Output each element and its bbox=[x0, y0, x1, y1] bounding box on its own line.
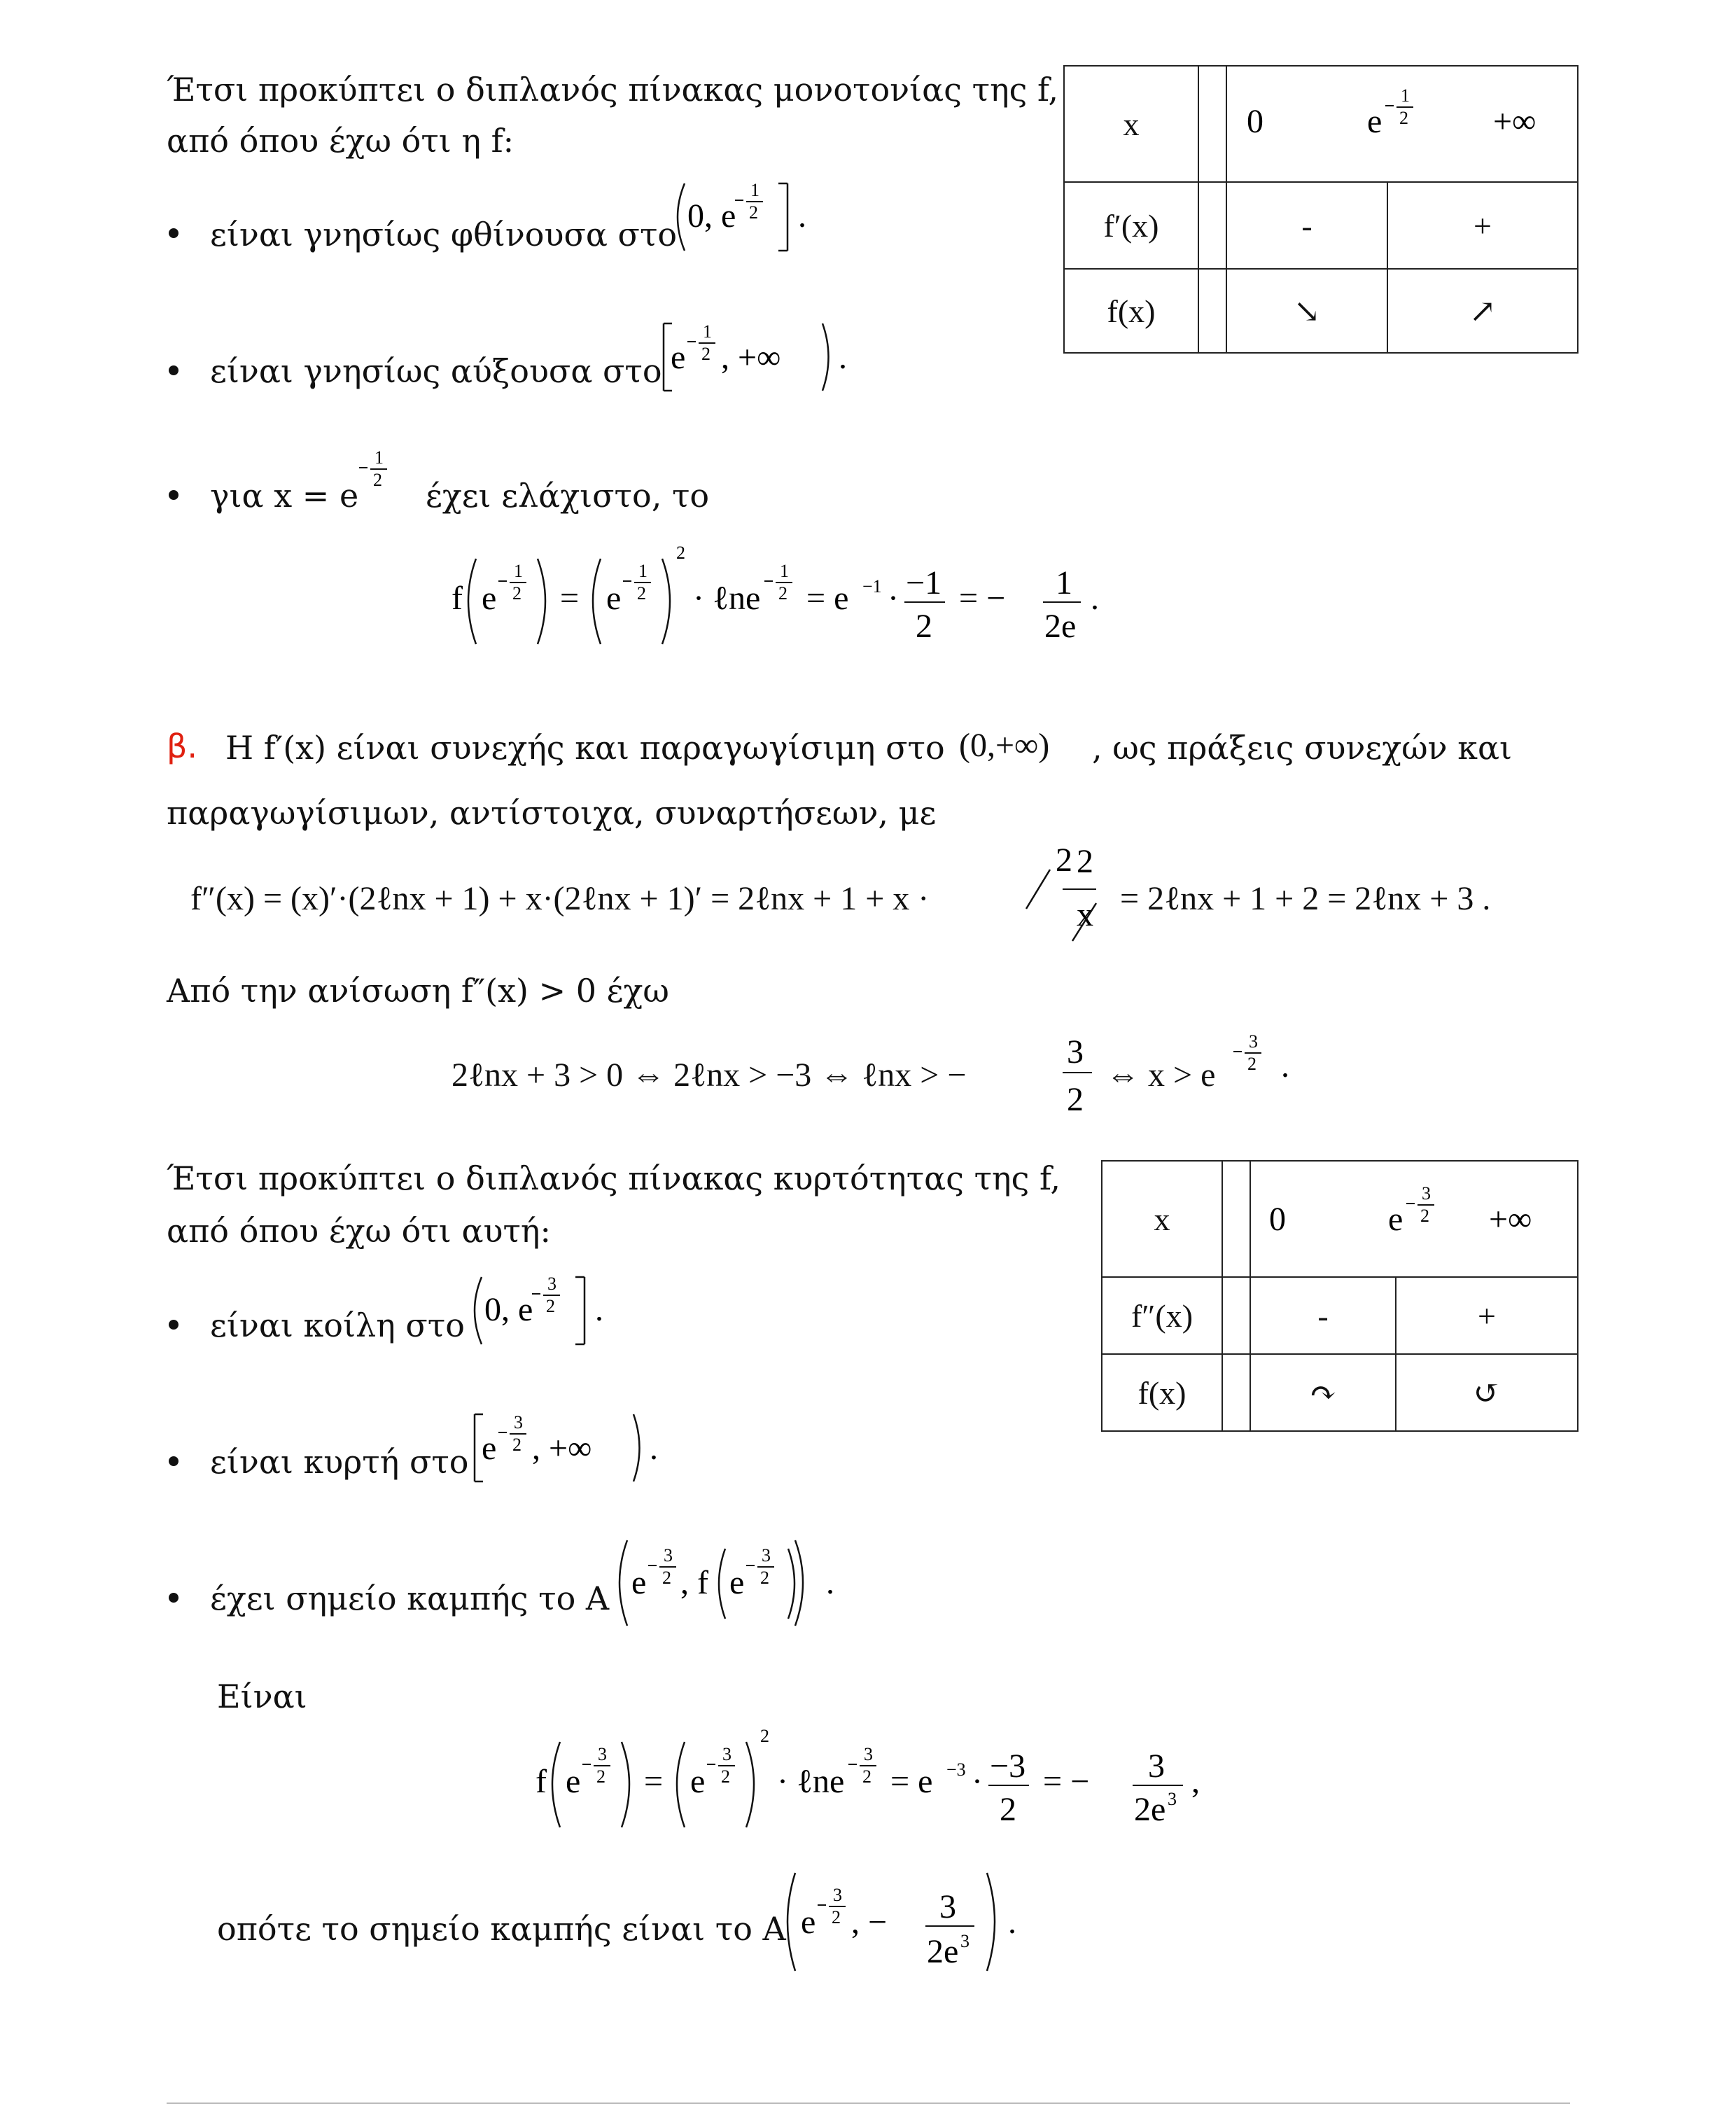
increasing-arrow-icon: ↗ bbox=[1387, 269, 1578, 353]
svg-text:2: 2 bbox=[1420, 1206, 1429, 1226]
svg-text:1: 1 bbox=[1401, 85, 1410, 106]
svg-text:−1: −1 bbox=[862, 576, 882, 597]
svg-text:, +∞: , +∞ bbox=[532, 1430, 592, 1467]
svg-text:3: 3 bbox=[547, 1274, 556, 1294]
interval-convex bbox=[462, 1407, 672, 1491]
inequality-intro: Από την ανίσωση f″(x) > 0 έχω bbox=[167, 972, 669, 1010]
inflection-value-equation bbox=[532, 1722, 1218, 1848]
final-text: οπότε το σημείο καμπής είναι το A bbox=[217, 1910, 786, 1948]
svg-text:.: . bbox=[826, 1564, 834, 1601]
svg-text:.: . bbox=[839, 339, 847, 376]
svg-text:,: , bbox=[1191, 1763, 1200, 1800]
svg-text:2e: 2e bbox=[927, 1933, 959, 1970]
svg-text:2: 2 bbox=[721, 1766, 730, 1787]
bullet-concave-text: είναι κοίλη στο bbox=[210, 1306, 465, 1344]
svg-text:2: 2 bbox=[546, 1296, 555, 1316]
svg-text:.: . bbox=[1281, 1047, 1289, 1085]
svg-text:e: e bbox=[606, 580, 622, 617]
svg-text:=: = bbox=[560, 580, 580, 617]
bullet-dot bbox=[169, 1456, 178, 1466]
svg-text:2: 2 bbox=[1077, 847, 1093, 880]
final-inflection-point bbox=[777, 1866, 1036, 1978]
svg-text:3: 3 bbox=[1168, 1789, 1177, 1809]
svg-text:3: 3 bbox=[1249, 1031, 1258, 1052]
svg-text:3: 3 bbox=[1067, 1033, 1084, 1071]
convexity-intro-2: από όπου έχω ότι αυτή: bbox=[167, 1212, 551, 1250]
svg-text:+∞: +∞ bbox=[1493, 103, 1536, 140]
svg-text:3: 3 bbox=[939, 1888, 956, 1925]
svg-text:3: 3 bbox=[833, 1885, 842, 1905]
bullet-dot bbox=[169, 1593, 178, 1603]
svg-text:3: 3 bbox=[514, 1412, 523, 1432]
svg-text:2: 2 bbox=[778, 583, 788, 604]
bullet-dot bbox=[169, 1320, 178, 1330]
intro-line-monotonicity-2: από όπου έχω ότι η f: bbox=[167, 122, 514, 160]
svg-text:−3: −3 bbox=[946, 1759, 966, 1780]
conv-row-fdoubleprime-label: f″(x) bbox=[1102, 1277, 1222, 1354]
part-b-line1-end: , ως πράξεις συνεχών και bbox=[1092, 729, 1513, 767]
svg-text:2: 2 bbox=[1067, 1081, 1084, 1118]
svg-text:= e: = e bbox=[806, 580, 849, 617]
svg-text:e: e bbox=[482, 580, 497, 617]
svg-text:2: 2 bbox=[596, 1766, 606, 1787]
cancel-strike-x bbox=[1022, 863, 1057, 919]
decreasing-arrow-icon: ↘ bbox=[1226, 269, 1387, 353]
bullet-inflection-text: έχει σημείο καμπής το A bbox=[210, 1579, 610, 1617]
svg-text:2: 2 bbox=[832, 1907, 841, 1927]
bullet-minimum-text-before: για x = e bbox=[210, 477, 359, 515]
svg-text:2: 2 bbox=[1000, 1791, 1016, 1828]
svg-text:· ℓne: · ℓne bbox=[777, 1763, 845, 1800]
svg-text:2e: 2e bbox=[1134, 1791, 1166, 1828]
svg-text:1: 1 bbox=[514, 561, 523, 581]
mono-header-label: x bbox=[1064, 66, 1198, 182]
inequality-fraction bbox=[1058, 1029, 1100, 1127]
conv-header-label: x bbox=[1102, 1161, 1222, 1277]
svg-text:= e: = e bbox=[890, 1763, 933, 1800]
mono-sign-positive: + bbox=[1387, 182, 1578, 269]
part-b-line1: Η f′(x) είναι συνεχής και παραγωγίσιμη στο bbox=[225, 729, 945, 767]
inequality-chain: 2ℓnx + 3 > 0 ⇔ 2ℓnx > −3 ⇔ ℓnx > − bbox=[451, 1056, 967, 1094]
svg-text:−3: −3 bbox=[990, 1748, 1026, 1785]
part-b-marker: β. bbox=[167, 727, 197, 765]
mono-sign-negative: - bbox=[1226, 182, 1387, 269]
mono-row-fprime-label: f′(x) bbox=[1064, 182, 1198, 269]
svg-text:3: 3 bbox=[598, 1744, 607, 1764]
conv-sign-negative: - bbox=[1250, 1277, 1396, 1354]
svg-text:f: f bbox=[451, 580, 463, 617]
svg-text:, f: , f bbox=[680, 1564, 708, 1601]
mono-row-f-label: f(x) bbox=[1064, 269, 1198, 353]
svg-text:= −: = − bbox=[959, 580, 1006, 617]
bullet-dot bbox=[169, 365, 178, 375]
monotonicity-table bbox=[1063, 65, 1578, 354]
svg-text:+∞: +∞ bbox=[1489, 1201, 1532, 1238]
svg-text:= −: = − bbox=[1043, 1763, 1090, 1800]
part-b-interval: (0,+∞) bbox=[959, 727, 1050, 764]
svg-text:1: 1 bbox=[374, 447, 384, 468]
svg-text:.: . bbox=[1091, 580, 1099, 617]
interval-decreasing bbox=[665, 175, 826, 259]
svg-text:3: 3 bbox=[1148, 1748, 1165, 1785]
min-value-denominator: 2e bbox=[1044, 608, 1077, 645]
svg-text:e: e bbox=[566, 1763, 581, 1800]
svg-text:2: 2 bbox=[749, 202, 758, 223]
svg-text:.: . bbox=[798, 197, 806, 235]
svg-text:1: 1 bbox=[638, 561, 648, 581]
svg-text:e: e bbox=[690, 1763, 706, 1800]
svg-text:e: e bbox=[1367, 103, 1382, 140]
svg-text:2: 2 bbox=[637, 583, 646, 604]
svg-text:2: 2 bbox=[760, 1568, 769, 1588]
svg-text:2: 2 bbox=[662, 1568, 671, 1588]
intro-line-monotonicity-1: Έτσι προκύπτει ο διπλανός πίνακας μονοτονίας της f, bbox=[167, 71, 1059, 109]
concave-arc-icon: ↷ bbox=[1250, 1354, 1396, 1431]
inequality-exponent bbox=[1229, 1029, 1313, 1085]
svg-text:e: e bbox=[631, 1564, 647, 1601]
bullet-decreasing-text: είναι γνησίως φθίνουσα στο bbox=[210, 216, 678, 253]
svg-text:0, e: 0, e bbox=[484, 1291, 533, 1328]
page-bottom-rule bbox=[167, 2102, 1570, 2104]
svg-text:2: 2 bbox=[701, 344, 710, 364]
svg-text:−1: −1 bbox=[906, 564, 942, 601]
minimum-value-equation bbox=[448, 539, 1120, 665]
svg-text:e: e bbox=[482, 1430, 497, 1467]
svg-text:2: 2 bbox=[916, 608, 932, 645]
conv-header-values bbox=[1250, 1161, 1578, 1277]
svg-text:2: 2 bbox=[512, 583, 522, 604]
svg-text:1: 1 bbox=[703, 321, 712, 342]
einai-label: Είναι bbox=[217, 1678, 307, 1715]
inequality-end: ⇔ x > e bbox=[1106, 1056, 1216, 1094]
min-value-numerator: 1 bbox=[1056, 564, 1072, 601]
svg-text:2: 2 bbox=[1247, 1054, 1256, 1074]
bullet-dot bbox=[169, 490, 178, 500]
svg-text:e: e bbox=[801, 1904, 816, 1941]
cancel-fraction bbox=[1056, 847, 1105, 952]
bullet-dot bbox=[169, 228, 178, 238]
convexity-table bbox=[1101, 1160, 1578, 1432]
svg-text:· ℓne: · ℓne bbox=[693, 580, 761, 617]
svg-text:2: 2 bbox=[862, 1766, 872, 1787]
svg-text:e: e bbox=[729, 1564, 745, 1601]
svg-text:·: · bbox=[972, 1763, 983, 1800]
svg-text:3: 3 bbox=[762, 1545, 771, 1565]
bullet-convex-text: είναι κυρτή στο bbox=[210, 1443, 469, 1481]
svg-text:3: 3 bbox=[960, 1931, 969, 1951]
minimum-point-exponent bbox=[354, 441, 410, 490]
convex-arc-icon: ↺ bbox=[1396, 1354, 1578, 1431]
svg-text:, −: , − bbox=[851, 1904, 888, 1941]
mono-header-values bbox=[1226, 66, 1578, 182]
interval-increasing bbox=[651, 316, 861, 400]
svg-text:3: 3 bbox=[722, 1744, 732, 1764]
svg-text:0: 0 bbox=[1269, 1201, 1286, 1238]
convexity-intro-1: Έτσι προκύπτει ο διπλανός πίνακας κυρτότητας της f, bbox=[167, 1159, 1060, 1197]
svg-text:0, e: 0, e bbox=[687, 197, 736, 235]
svg-text:x: x bbox=[1077, 896, 1093, 933]
svg-text:.: . bbox=[595, 1291, 603, 1328]
conv-row-f-label: f(x) bbox=[1102, 1354, 1222, 1431]
svg-text:2: 2 bbox=[676, 543, 685, 563]
svg-text:·: · bbox=[888, 580, 899, 617]
svg-text:3: 3 bbox=[664, 1545, 673, 1565]
interval-concave bbox=[462, 1269, 623, 1353]
svg-text:0: 0 bbox=[1247, 103, 1264, 140]
svg-text:2: 2 bbox=[760, 1726, 769, 1746]
svg-text:=: = bbox=[644, 1763, 664, 1800]
svg-text:2: 2 bbox=[512, 1435, 522, 1455]
svg-text:1: 1 bbox=[750, 180, 760, 200]
second-derivative-left: f″(x) = (x)′·(2ℓnx + 1) + x·(2ℓnx + 1)′ = 2ℓnx + 1 + x · bbox=[190, 880, 930, 917]
svg-text:, +∞: , +∞ bbox=[721, 339, 781, 376]
svg-text:e: e bbox=[671, 339, 686, 376]
bullet-increasing-text: είναι γνησίως αύξουσα στο bbox=[210, 352, 662, 390]
svg-text:2: 2 bbox=[1399, 108, 1408, 128]
svg-text:3: 3 bbox=[864, 1744, 873, 1764]
svg-text:3: 3 bbox=[1422, 1183, 1431, 1204]
conv-sign-positive: + bbox=[1396, 1277, 1578, 1354]
bullet-minimum-text-after: έχει ελάχιστο, το bbox=[426, 477, 710, 515]
svg-text:1: 1 bbox=[780, 561, 789, 581]
svg-text:e: e bbox=[1388, 1201, 1404, 1238]
svg-text:.: . bbox=[650, 1430, 658, 1467]
svg-text:2: 2 bbox=[1056, 847, 1072, 879]
inflection-point-expr bbox=[608, 1533, 874, 1631]
svg-text:.: . bbox=[1008, 1904, 1016, 1941]
second-derivative-right: = 2ℓnx + 1 + 2 = 2ℓnx + 3 . bbox=[1120, 880, 1491, 917]
part-b-line2: παραγωγίσιμων, αντίστοιχα, συναρτήσεων, με bbox=[167, 794, 937, 832]
svg-text:2: 2 bbox=[373, 470, 382, 490]
svg-text:f: f bbox=[536, 1763, 547, 1800]
